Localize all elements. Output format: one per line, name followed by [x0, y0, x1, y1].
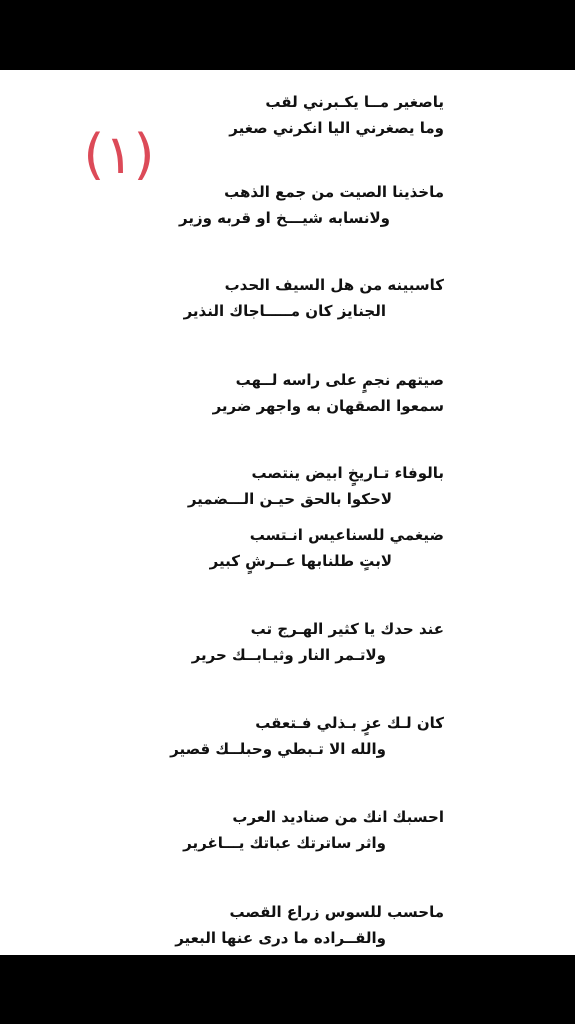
verse-line: والله الا تـبطي وحبلــك قصير: [170, 740, 386, 758]
verse-line: لابتٍ طلنابها عــرشٍ كبير: [209, 552, 392, 570]
stanza-2: [179, 179, 444, 231]
stanza-4: [213, 367, 444, 419]
top-black-bar: [0, 0, 575, 70]
verse-line: كان لـك عزٍ بـذلي فـتعقب: [255, 714, 444, 732]
stanza-3: [184, 272, 444, 324]
stanza-6: [210, 522, 444, 574]
stanza-7: [192, 616, 444, 668]
verse-line: ولانسابه شيـــخ او قربه وزير: [179, 209, 390, 227]
verse-line: احسبك انك من صناديد العرب: [232, 808, 444, 826]
verse-line: كاسبينه من هل السيف الحدب: [224, 276, 444, 294]
verse-line: لاحكوا بالحق حيـن الـــضمير: [187, 490, 392, 508]
verse-line: وما يصغرني اليا انكرني صغير: [229, 119, 444, 137]
verse-line: بالوفاء تـاريخٍ ابيض ينتصب: [251, 464, 444, 482]
verse-line: والقــراده ما درى عنها البعير: [175, 929, 386, 947]
verse-line: ولاتـمر النار وثيـابــك حرير: [191, 646, 386, 664]
verse-line: ياصغير مــا يكـبرني لقب: [265, 93, 444, 111]
stanza-10: [175, 899, 444, 951]
verse-line: الجنايز كان مـــــاجاك النذير: [183, 302, 386, 320]
verse-line: ماخذينا الصيت من جمع الذهب: [224, 183, 444, 201]
verse-line: سمعوا الصقهان به واجهر ضرير: [212, 397, 444, 415]
stanza-5: [188, 460, 444, 512]
stanza-9: [183, 804, 444, 856]
bottom-black-bar: [0, 955, 575, 1024]
verse-line: عند حدك يا كثير الهـرج تب: [250, 620, 444, 638]
verse-line: ضيغمي للسناعيس انـتسب: [249, 526, 444, 544]
poem-page: [0, 70, 575, 955]
stanza-1: [229, 89, 444, 141]
stanza-8: [170, 710, 444, 762]
poem-number-badge: (١): [83, 123, 155, 186]
verse-line: ماحسب للسوس زراع القصب: [229, 903, 444, 921]
verse-line: صيتهم نجمٍ على راسه لــهب: [235, 371, 444, 389]
verse-line: واثر ساترتك عباتك يـــاغرير: [183, 834, 386, 852]
